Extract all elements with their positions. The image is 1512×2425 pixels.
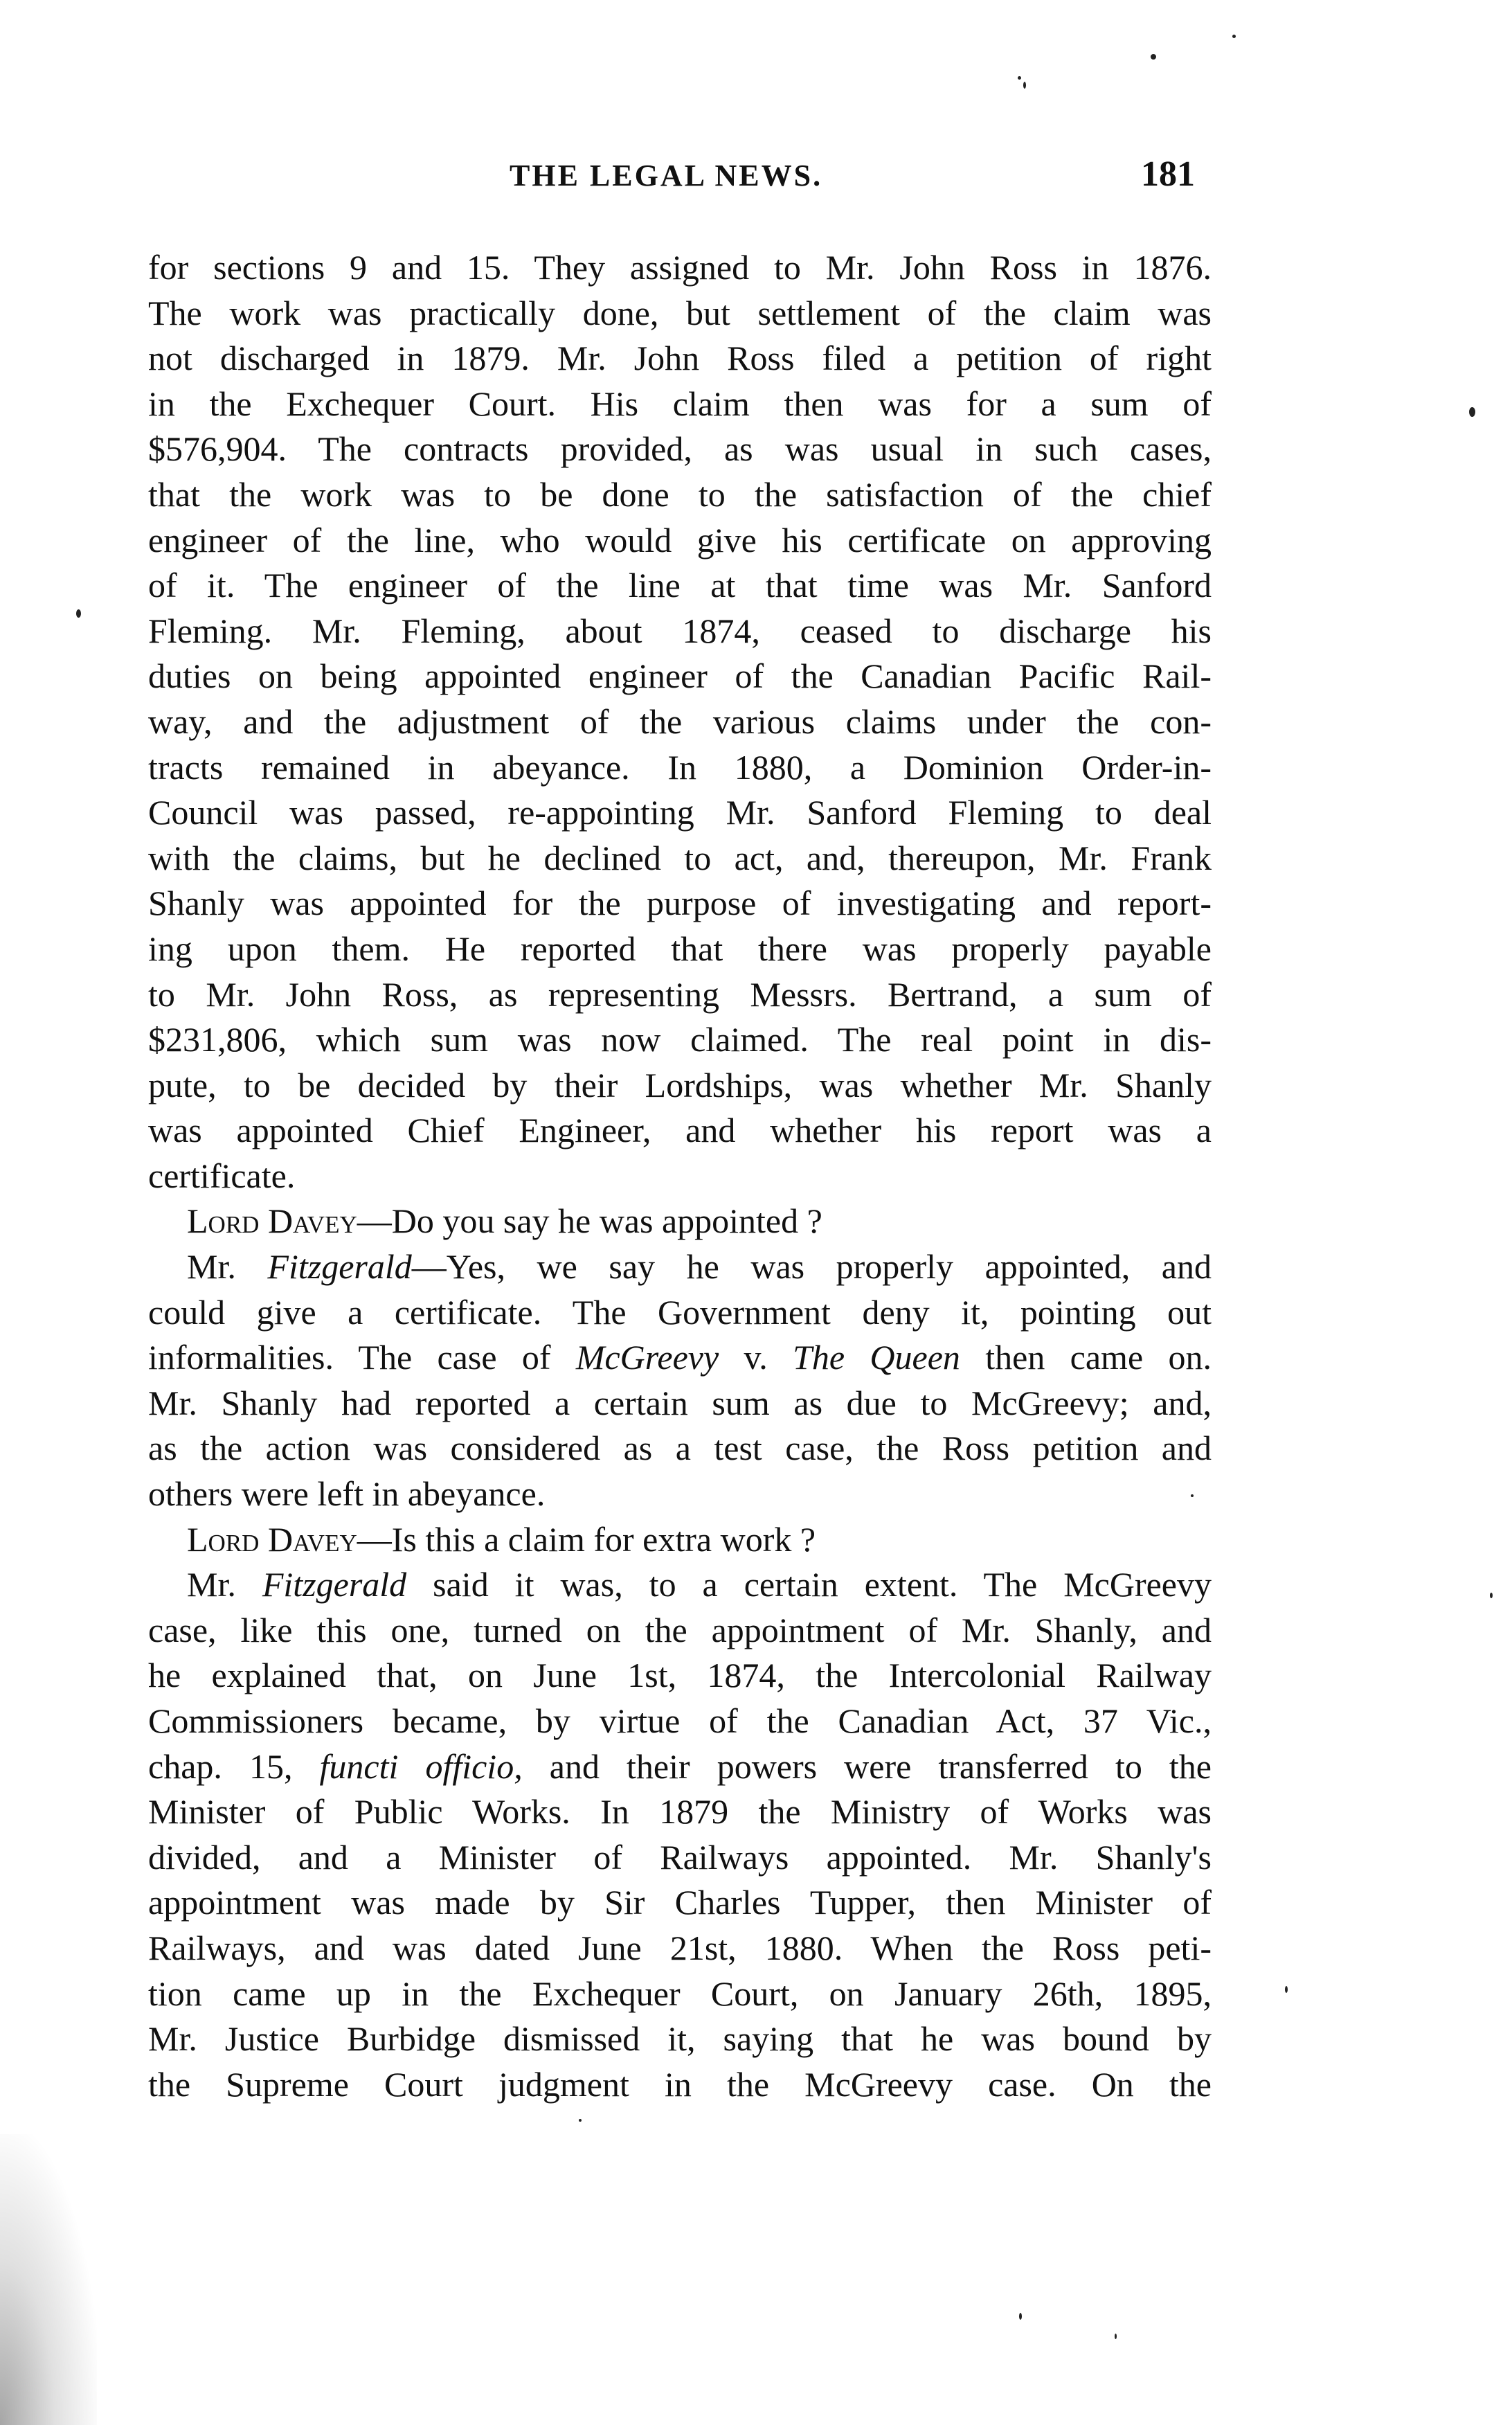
text-line: appointment was made by Sir Charles Tupper, then Minister of — [148, 1883, 1212, 1922]
dialogue-line — [148, 1517, 1212, 1563]
speaker-name: Fitzgerald — [267, 1247, 412, 1287]
text-line: was appointed Chief Engineer, and whether his report was a — [148, 1111, 1212, 1150]
text-line: case, like this one, turned on the appointment of Mr. Shanly, and — [148, 1610, 1212, 1649]
text-line: for sections 9 and 15. They assigned to Mr. John Ross in 1876. — [148, 248, 1212, 287]
text-line: Council was passed, re-appointing Mr. Sanford Fleming to deal — [148, 793, 1212, 832]
text-fragment: informalities. The case of — [148, 1338, 576, 1377]
scan-speck — [1115, 2334, 1117, 2339]
speaker-name: Lord Davey — [187, 1519, 357, 1559]
dialogue-line — [148, 1562, 1212, 1608]
speaker-title: Mr. — [187, 1565, 262, 1604]
scan-speck — [1023, 82, 1026, 89]
text-line — [148, 1335, 1212, 1381]
text-line: certificate. — [148, 1156, 296, 1195]
case-name: The Queen — [793, 1338, 960, 1377]
case-name: McGreevy — [575, 1338, 719, 1377]
body-text — [148, 245, 1212, 2107]
text-line: $231,806, which sum was now claimed. The real point in dis- — [148, 1020, 1212, 1059]
text-line: way, and the adjustment of the various claims under the con- — [148, 701, 1212, 741]
text-line: in the Exchequer Court. His claim then was for a sum of — [148, 384, 1212, 423]
text-line: of it. The engineer of the line at that time was Mr. Sanford — [148, 566, 1212, 605]
text-line: Mr. Justice Burbidge dismissed it, saying that he was bound by — [148, 2019, 1212, 2059]
text-line: Minister of Public Works. In 1879 the Ministry of Works was — [148, 1792, 1212, 1832]
text-line: he explained that, on June 1st, 1874, the Intercolonial Railway — [148, 1656, 1212, 1695]
text-line: Railways, and was dated June 21st, 1880. When the Ross peti- — [148, 1928, 1212, 1967]
speech-text: —Is this a claim for extra work ? — [357, 1519, 816, 1559]
text-line: pute, to be decided by their Lordships, was whether Mr. Shanly — [148, 1065, 1212, 1104]
scan-speck — [1019, 2313, 1022, 2320]
text-line: others were left in abeyance. — [148, 1474, 546, 1514]
text-line: engineer of the line, who would give his certificate on approving — [148, 520, 1212, 560]
running-title: THE LEGAL NEWS. — [510, 159, 823, 193]
text-line: Commissioners became, by virtue of the Canadian Act, 37 Vic., — [148, 1701, 1212, 1740]
speaker-name: Lord Davey — [187, 1201, 357, 1241]
dialogue-line — [148, 1199, 1212, 1244]
scan-speck — [1490, 1593, 1493, 1598]
speech-text: said it was, to a certain extent. The McGreevy — [406, 1565, 1212, 1604]
text-line: The work was practically done, but settlement of the claim was — [148, 293, 1212, 332]
speaker-title: Mr. — [187, 1247, 268, 1287]
scan-speck — [1469, 407, 1475, 417]
scan-speck — [76, 609, 81, 618]
scan-speck — [1285, 1986, 1288, 1993]
text-line: the Supreme Court judgment in the McGreevy case. On the — [148, 2064, 1212, 2104]
page-number: 181 — [1141, 154, 1195, 194]
text-line: that the work was to be done to the satisfaction of the chief — [148, 474, 1212, 514]
text-fragment: then came on. — [960, 1338, 1212, 1377]
text-line: divided, and a Minister of Railways appointed. Mr. Shanly's — [148, 1837, 1212, 1877]
text-line — [148, 1744, 1212, 1790]
text-fragment: chap. 15, — [148, 1746, 320, 1786]
text-line: could give a certificate. The Government deny it, pointing out — [148, 1292, 1212, 1332]
text-fragment: v. — [719, 1338, 793, 1377]
text-line: duties on being appointed engineer of the Canadian Pacific Rail- — [148, 656, 1212, 696]
text-line: with the claims, but he declined to act, and, thereupon, Mr. Frank — [148, 838, 1212, 877]
text-line: Fleming. Mr. Fleming, about 1874, ceased to discharge his — [148, 611, 1212, 650]
text-line: Mr. Shanly had reported a certain sum as due to McGreevy; and, — [148, 1383, 1212, 1422]
text-line: to Mr. John Ross, as representing Messrs. Bertrand, a sum of — [148, 974, 1212, 1014]
text-line: tion came up in the Exchequer Court, on January 26th, 1895, — [148, 1974, 1212, 2013]
text-line: $576,904. The contracts provided, as was usual in such cases, — [148, 429, 1212, 469]
dialogue-line — [148, 1244, 1212, 1290]
scan-edge-shadow — [0, 2134, 97, 2425]
scan-speck — [1191, 1494, 1194, 1497]
scan-speck — [1018, 76, 1021, 80]
text-line: tracts remained in abeyance. In 1880, a Dominion Order-in- — [148, 747, 1212, 787]
speech-text: —Do you say he was appointed ? — [357, 1201, 822, 1241]
text-line: Shanly was appointed for the purpose of investigating and report- — [148, 884, 1212, 923]
text-fragment: and their powers were transferred to the — [522, 1746, 1212, 1786]
scan-speck — [1232, 35, 1236, 38]
text-line: not discharged in 1879. Mr. John Ross filed a petition of right — [148, 339, 1212, 378]
latin-phrase: functi officio, — [319, 1746, 523, 1786]
scan-speck — [1151, 54, 1156, 60]
text-line: ing upon them. He reported that there was properly payable — [148, 929, 1212, 968]
text-line: as the action was considered as a test case, the Ross petition and — [148, 1429, 1212, 1468]
speaker-name: Fitzgerald — [262, 1565, 407, 1604]
scan-speck — [579, 2119, 582, 2122]
speech-text: —Yes, we say he was properly appointed, and — [411, 1247, 1212, 1287]
